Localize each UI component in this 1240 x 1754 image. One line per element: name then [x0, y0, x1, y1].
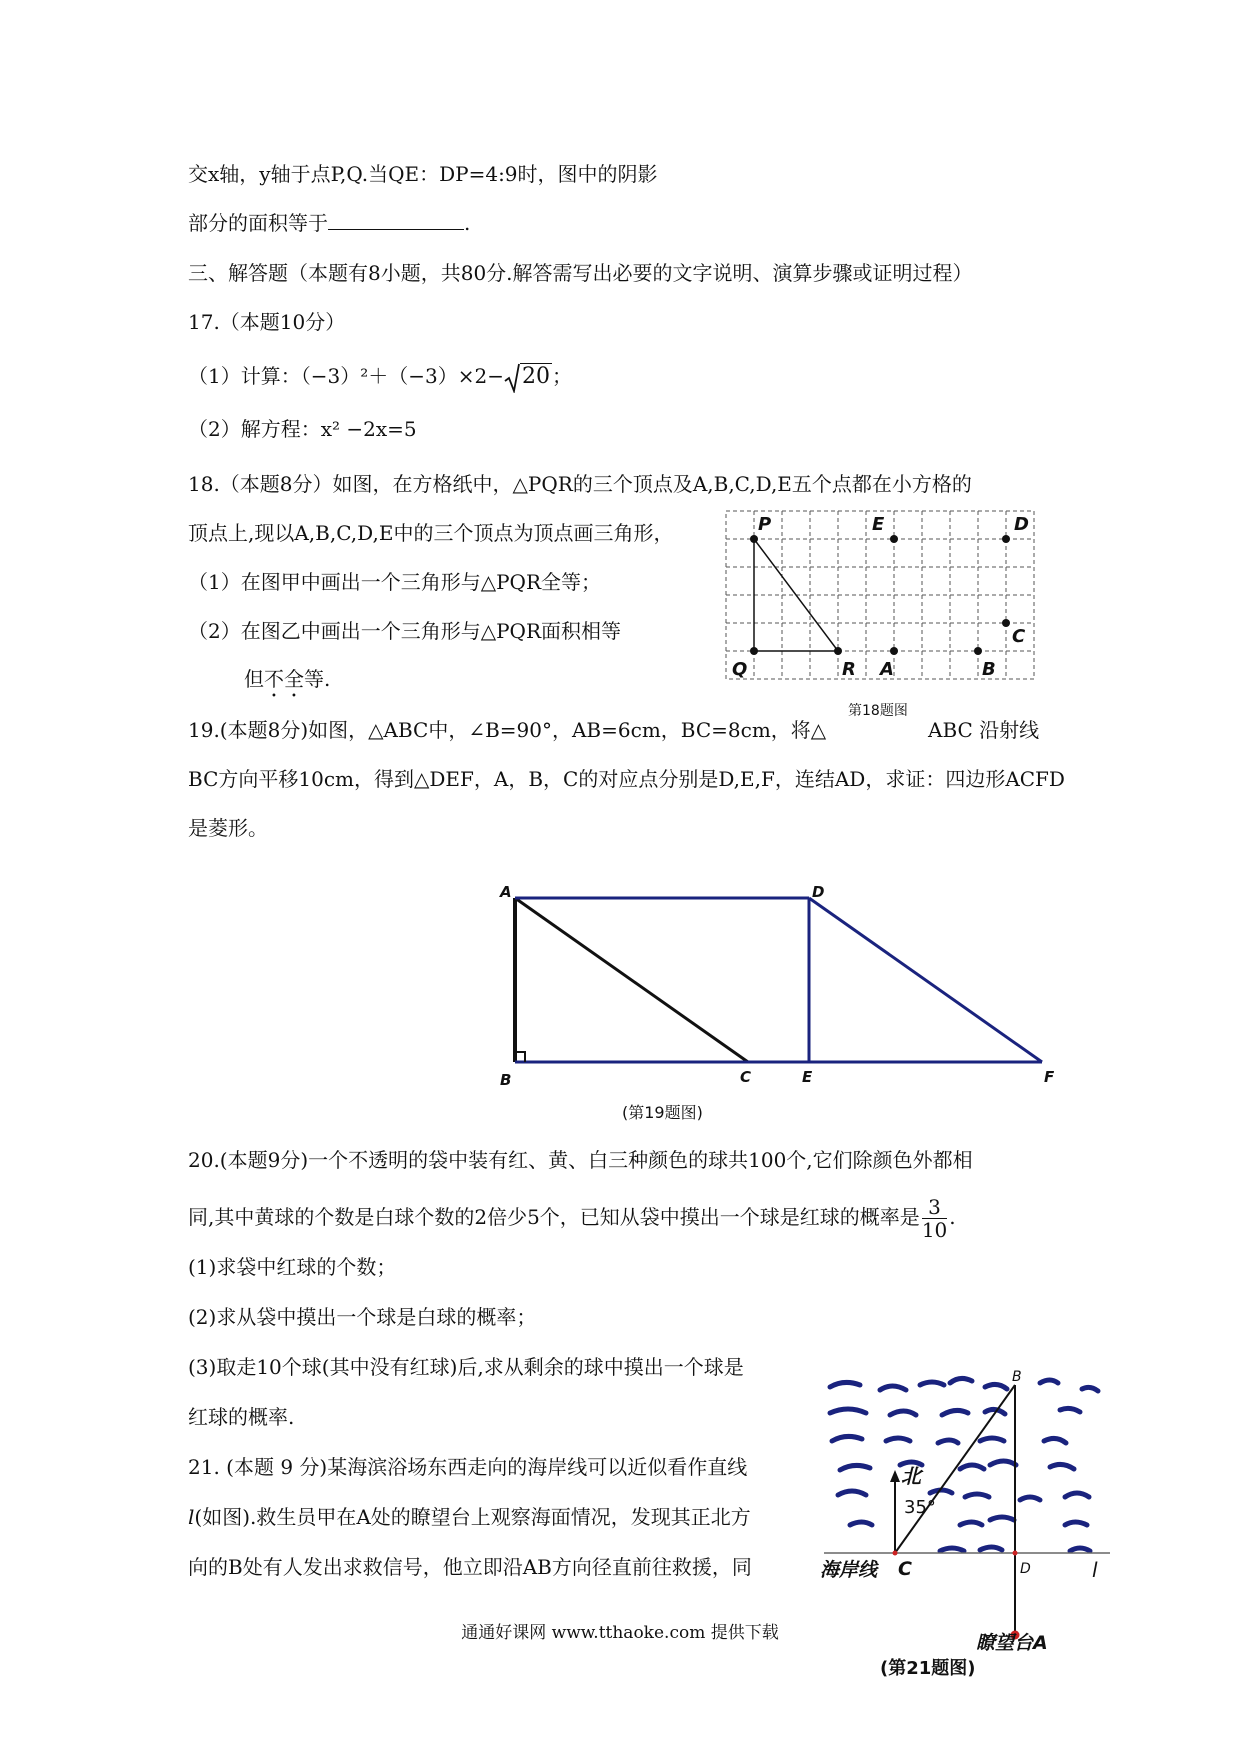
label-angle: 35°: [904, 1497, 936, 1518]
segment-df: [809, 898, 1042, 1062]
label-b: B: [1012, 1369, 1022, 1385]
north-arrow-icon: [890, 1470, 900, 1482]
point-a: [890, 647, 898, 655]
point-d: [1013, 1551, 1018, 1556]
figure-21-map: [820, 1365, 1130, 1655]
label-tower-a: 瞭望台A: [976, 1632, 1048, 1654]
question-17-part-2: （2）解方程：x² −2x=5: [188, 417, 417, 441]
text-span: .: [464, 211, 471, 235]
question-17-heading: 17.（本题10分）: [188, 310, 346, 334]
point-b: [974, 647, 982, 655]
question-18-part-2-cont: [244, 665, 330, 702]
question-20-stem-2: [188, 1196, 956, 1241]
label-north: 北: [901, 1464, 921, 1488]
label-f: F: [1044, 1068, 1055, 1086]
point-c: [893, 1551, 898, 1556]
label-l: l: [1092, 1558, 1098, 1582]
question-21-stem-3: 向的B处有人发出求救信号，他立即沿AB方向径直前往救援，同: [188, 1555, 752, 1579]
text-span: 同,其中黄球的个数是白球个数的2倍少5个，已知从袋中摸出一个球是红球的概率是: [188, 1205, 920, 1229]
sqrt-sign-icon: [504, 363, 520, 393]
label-a: A: [880, 659, 894, 680]
text-span: 但: [244, 667, 264, 691]
question-18-stem-2: 顶点上,现以A,B,C,D,E中的三个顶点为顶点画三角形，: [188, 521, 674, 545]
label-coastline: 海岸线: [820, 1559, 878, 1581]
label-q: Q: [732, 659, 748, 680]
label-b: B: [982, 659, 996, 680]
text-span: （1）计算：（−3）²＋（−3）×2−: [188, 364, 504, 388]
radicand: 20: [521, 364, 550, 389]
label-r: R: [842, 659, 856, 680]
figure-21-caption: (第21题图): [880, 1658, 976, 1679]
section-heading: 三、解答题（本题有8小题，共80分.解答需写出必要的文字说明、演算步骤或证明过程）: [188, 261, 973, 285]
text-span: ；: [551, 364, 572, 388]
figure-18-caption: 第18题图: [848, 703, 908, 719]
label-c: C: [1012, 626, 1026, 647]
sea-waves: [830, 1378, 1098, 1551]
question-20-part-3-cont: 红球的概率.: [188, 1405, 295, 1429]
point-e: [890, 535, 898, 543]
figure-19-diagram: [490, 870, 1070, 1100]
label-b: B: [500, 1071, 512, 1089]
figure-19-caption: (第19题图): [622, 1103, 703, 1122]
text-span: 等.: [304, 667, 331, 691]
question-20-part-2: (2)求从袋中摸出一个球是白球的概率；: [188, 1305, 537, 1329]
question-20-part-1: (1)求袋中红球的个数；: [188, 1255, 397, 1279]
label-c: C: [898, 1558, 912, 1580]
question-19-stem-2: BC方向平移10cm，得到△DEF，A，B，C的对应点分别是D,E,F，连结AD，求证：四边形ACFD: [188, 767, 1065, 791]
segment-ac: [515, 898, 748, 1062]
question-21-stem-2: [188, 1503, 751, 1531]
fraction-denominator: 10: [921, 1218, 948, 1242]
text-line: 交x轴，y轴于点P,Q.当QE：DP=4:9时，图中的阴影: [188, 162, 658, 186]
point-r: [834, 647, 842, 655]
fraction: [922, 1196, 947, 1241]
label-p: P: [758, 514, 772, 535]
question-18-stem: 18.（本题8分）如图，在方格纸中，△PQR的三个顶点及A,B,C,D,E五个点都在小方格的: [188, 472, 972, 496]
question-20-part-3: (3)取走10个球(其中没有红球)后,求从剩余的球中摸出一个球是: [188, 1355, 744, 1379]
point-c: [1002, 619, 1010, 627]
page-footer: 通通好课网 www.tthaoke.com 提供下载: [461, 1623, 779, 1643]
question-21-stem: 21. (本题 9 分)某海滨浴场东西走向的海岸线可以近似看作直线: [188, 1455, 748, 1479]
text-span: (如图).救生员甲在A处的瞭望台上观察海面情况，发现其正北方: [194, 1505, 751, 1529]
line-symbol: l: [188, 1505, 195, 1529]
fraction-numerator: 3: [922, 1196, 947, 1219]
label-a: A: [500, 883, 512, 901]
text-span: 部分的面积等于: [188, 211, 328, 235]
point-p: [750, 535, 758, 543]
question-17-part-1: [188, 362, 572, 393]
label-c: C: [740, 1068, 752, 1086]
emphasis-text: 不全: [264, 667, 304, 691]
question-18-part-2: （2）在图乙中画出一个三角形与△PQR面积相等: [188, 619, 622, 643]
answer-blank: [328, 209, 464, 230]
figure-18-grid: [720, 505, 1040, 685]
question-20-stem: 20.(本题9分)一个不透明的袋中装有红、黄、白三种颜色的球共100个,它们除颜色外都相: [188, 1148, 973, 1172]
question-19-stem-tail: ABC 沿射线: [928, 718, 1040, 742]
label-d: D: [1014, 514, 1029, 535]
label-d: D: [812, 883, 825, 901]
label-d: D: [1020, 1561, 1031, 1577]
question-19-stem-3: 是菱形。: [188, 816, 268, 840]
question-18-part-1: （1）在图甲中画出一个三角形与△PQR全等；: [188, 570, 602, 594]
point-d: [1002, 535, 1010, 543]
text-line: [188, 209, 470, 237]
text-span: .: [949, 1205, 956, 1229]
question-19-stem: 19.(本题8分)如图，△ABC中，∠B=90°，AB=6cm，BC=8cm，将△: [188, 718, 827, 742]
label-e: E: [802, 1068, 813, 1086]
point-q: [750, 647, 758, 655]
label-e: E: [872, 514, 885, 535]
